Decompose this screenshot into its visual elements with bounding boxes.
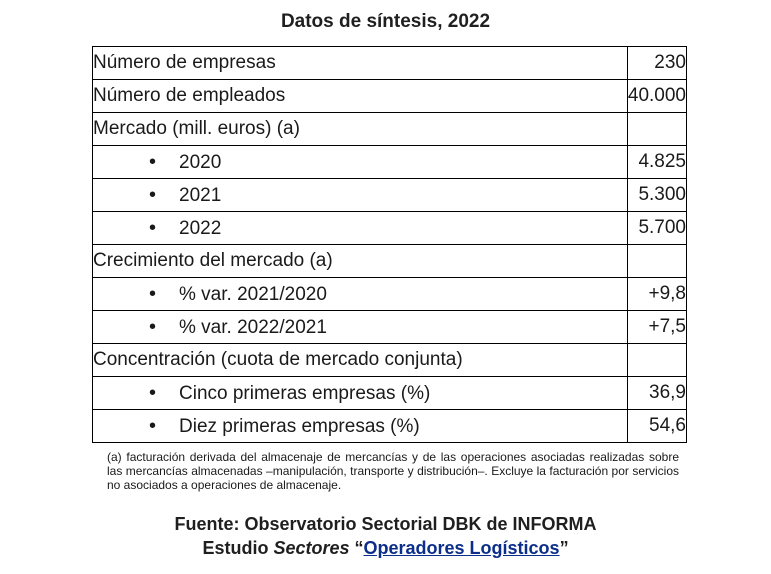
study-prefix: Estudio [202,538,274,558]
row-label: Mercado (mill. euros) (a) [93,113,628,146]
table-row [93,278,687,311]
row-value: 40.000 [627,80,686,113]
table-row [93,377,687,410]
row-value: 5.300 [627,179,686,212]
row-label-cell [93,377,628,410]
row-label: Crecimiento del mercado (a) [93,245,628,278]
row-label: 2021 [179,184,222,206]
row-label: % var. 2021/2020 [179,283,327,305]
bullet-icon: • [149,414,157,437]
row-label-cell [93,311,628,344]
row-label-cell [93,278,628,311]
table-row [93,245,687,278]
row-label-cell [93,146,628,179]
study-line [0,536,771,560]
row-label: Diez primeras empresas (%) [179,415,420,437]
row-label: 2020 [179,151,222,173]
table-row [93,113,687,146]
study-link[interactable]: Operadores Logísticos [363,538,560,558]
bullet-icon: • [149,282,157,305]
row-label: Número de empresas [93,47,628,80]
footnote: (a) facturación derivada del almacenaje de mercancías y de las operaciones asociadas realizadas sobre las mercancías almacenadas –manipulación, transporte y distribución–. Excluye la facturación por servicios no asociados a operaciones de almacenaje. [107,450,679,492]
row-value: 54,6 [627,410,686,443]
source-line: Fuente: Observatorio Sectorial DBK de INFORMA [174,514,597,534]
row-label: % var. 2022/2021 [179,316,327,338]
row-label: Número de empleados [93,80,628,113]
table-row [93,410,687,443]
summary-table [92,46,687,443]
row-value: 230 [627,47,686,80]
study-italic: Sectores [273,538,350,558]
row-label-cell [93,179,628,212]
row-value [627,344,686,377]
bullet-icon: • [149,150,157,173]
row-label: Cinco primeras empresas (%) [179,382,431,404]
table-row [93,212,687,245]
row-value: +9,8 [627,278,686,311]
close-quote: ” [559,538,569,558]
table-row [93,146,687,179]
bullet-icon: • [149,216,157,239]
bullet-icon: • [149,381,157,404]
row-value [627,245,686,278]
row-value: +7,5 [627,311,686,344]
row-label: 2022 [179,217,222,239]
row-label-cell [93,410,628,443]
table-row [93,179,687,212]
row-value: 4.825 [627,146,686,179]
table-row [93,311,687,344]
bullet-icon: • [149,315,157,338]
table-row [93,80,687,113]
source-block [0,512,771,560]
open-quote: “ [349,538,364,558]
row-value: 5.700 [627,212,686,245]
table-row [93,47,687,80]
bullet-icon: • [149,183,157,206]
row-value: 36,9 [627,377,686,410]
row-label-cell [93,212,628,245]
row-label: Concentración (cuota de mercado conjunta) [93,344,628,377]
table-title: Datos de síntesis, 2022 [280,11,491,32]
row-value [627,113,686,146]
table-row [93,344,687,377]
